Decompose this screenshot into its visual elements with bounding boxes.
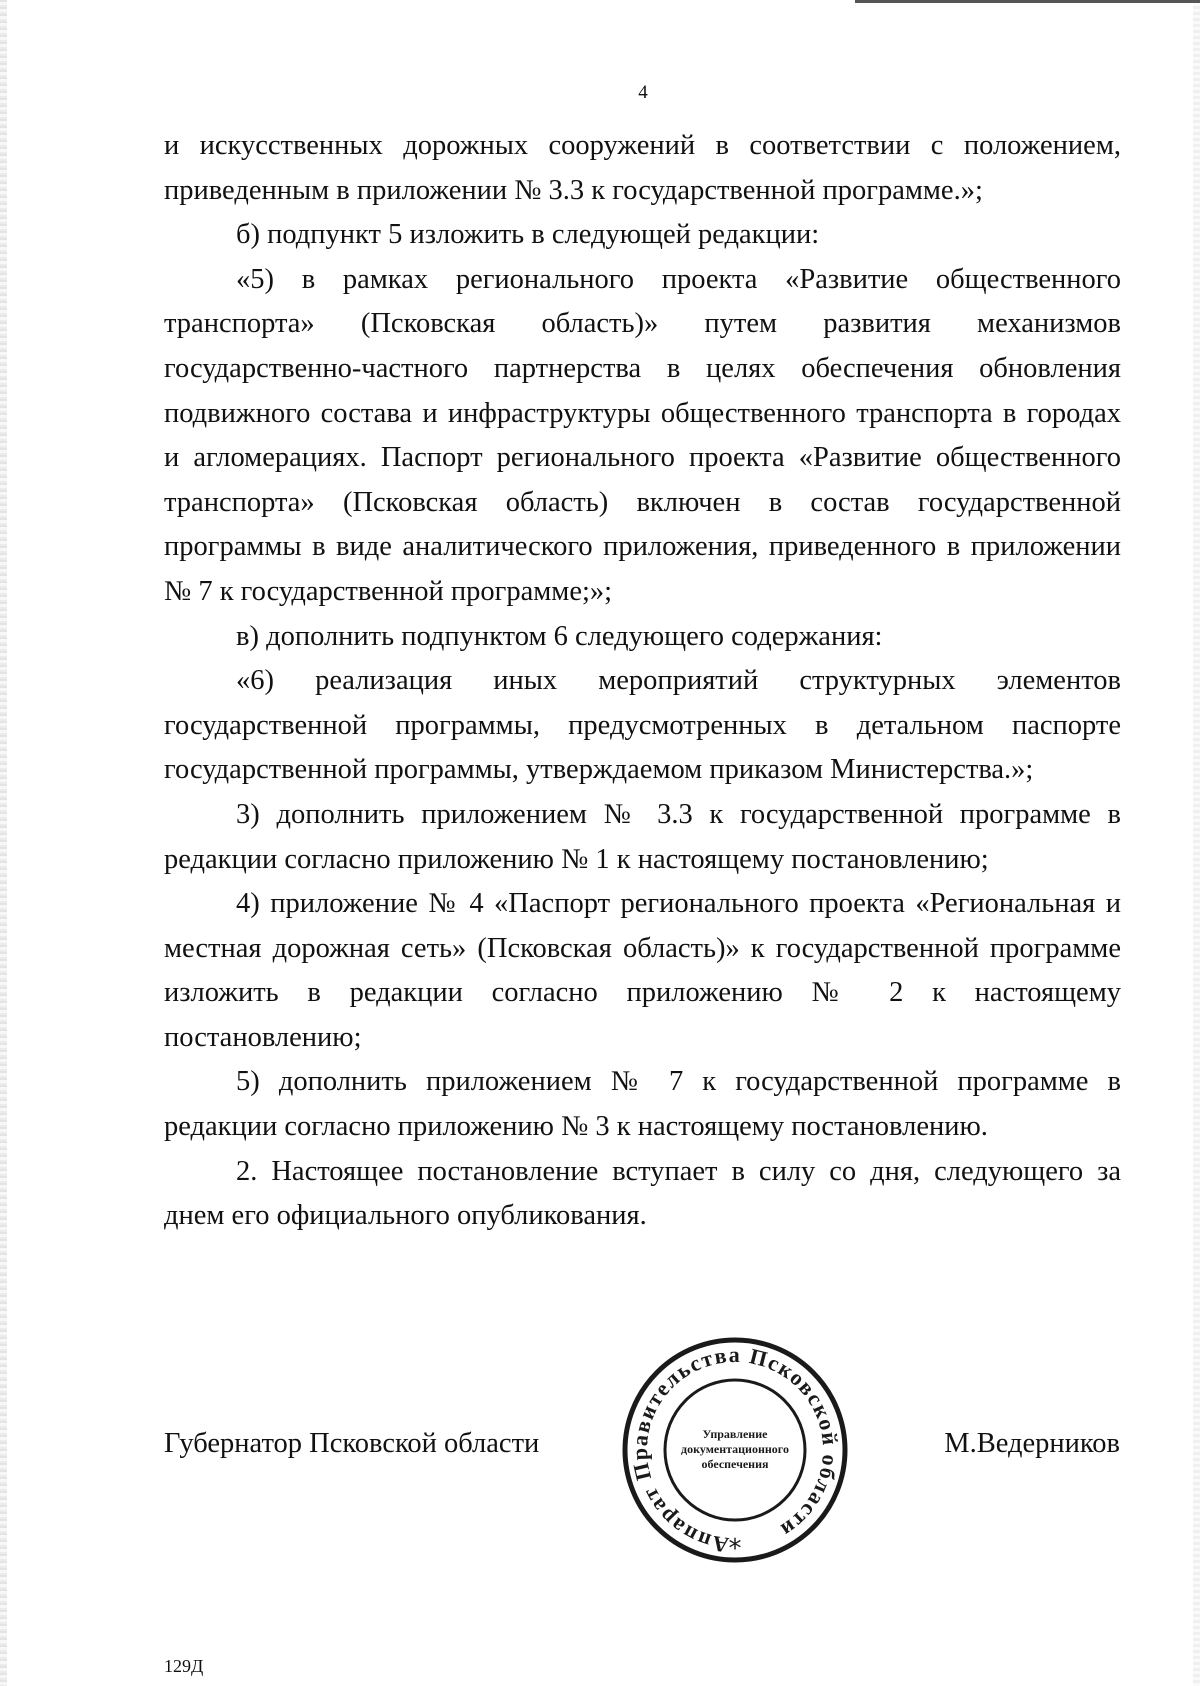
stamp-ring-text: Аппарат Правительства Псковской области (626, 1341, 844, 1558)
paragraph: и искусственных дорожных сооружений в соответствии с положением, приведенным в приложении № 3.3 к государственной программе.»; (164, 130, 1121, 206)
document-code: 129Д (164, 1656, 204, 1676)
paragraph: 3) дополнить приложением № 3.3 к государственной программе в редакции согласно приложению № 1 к настоящему постановлению; (164, 798, 1121, 875)
signatory-name: М.Ведерников (944, 1428, 1120, 1459)
paragraph: 4) приложение № 4 «Паспорт регионального проекта «Региональная и местная дорожная сеть» (Псковская область)» к государственной программе изложить в редакции согласно приложению № 2 к настоящему постановлению; (164, 888, 1121, 1053)
paragraph: 5) дополнить приложением № 7 к государственной программе в редакции согласно приложению № 3 к настоящему постановлению. (164, 1066, 1121, 1143)
paragraph: «5) в рамках регионального проекта «Развитие общественного транспорта» (Псковская область)» путем развития механизмов государственно-частного партнерства в целях обеспечения обновления подвижного состава и инфраструктуры общественного транспорта в городах и агломерациях. Паспорт регионального проекта «Развитие общественного транспорта» (Псковская область) включен в состав государственной программы в виде аналитического приложения, приведенного в приложении № 7 к государственной программе;»; (164, 263, 1121, 607)
paragraph: 2. Настоящее постановление вступает в силу со дня, следующего за днем его официального опубликования. (164, 1155, 1121, 1232)
signatory-title: Губернатор Псковской области (164, 1428, 540, 1459)
document-body (164, 124, 1121, 1239)
page-number: 4 (638, 82, 648, 103)
official-stamp (620, 1335, 850, 1565)
scan-right-edge (1193, 0, 1200, 1686)
scan-left-edge (0, 0, 7, 1686)
scan-top-line (855, 0, 1200, 3)
paragraph: в) дополнить подпунктом 6 следующего содержания: (236, 620, 883, 652)
paragraph: «6) реализация иных мероприятий структурных элементов государственной программы, предусмотренных в детальном паспорте государственной программы, утверждаемом приказом Министерства.»; (164, 665, 1121, 786)
stamp-center-line: обеспечения (701, 1457, 769, 1471)
stamp-center-line: Управление (702, 1427, 768, 1441)
stamp-star-icon: * (728, 1534, 742, 1564)
paragraph: б) подпункт 5 изложить в следующей редакции: (236, 219, 820, 251)
stamp-center-line: документационного (681, 1442, 789, 1456)
